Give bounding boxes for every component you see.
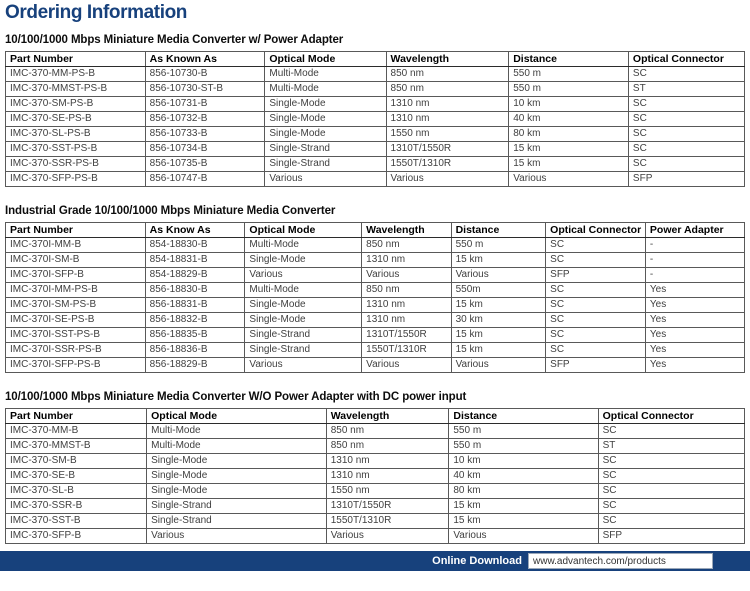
table-cell: IMC-370-SL-B [6, 484, 147, 499]
table-cell: - [645, 238, 744, 253]
table-row [6, 328, 745, 343]
column-header: As Known As [145, 52, 265, 67]
table-cell: Various [362, 268, 451, 283]
table-cell: Single-Mode [245, 298, 362, 313]
table-cell: 856-10730-B [145, 67, 265, 82]
table-row [6, 268, 745, 283]
table-cell: 1310 nm [362, 313, 451, 328]
column-header: Power Adapter [645, 223, 744, 238]
table-row [6, 67, 745, 82]
table-cell: Single-Strand [147, 514, 327, 529]
table-cell: 15 km [509, 142, 629, 157]
table-cell: SC [598, 499, 744, 514]
table-cell: Single-Mode [245, 253, 362, 268]
download-url-box[interactable] [528, 553, 713, 569]
column-header: Optical Connector [598, 409, 744, 424]
table-cell: 856-18832-B [145, 313, 245, 328]
table-cell: 1310 nm [362, 253, 451, 268]
table-cell: 856-10734-B [145, 142, 265, 157]
table-cell: 1550T/1310R [386, 157, 509, 172]
table-cell: Multi-Mode [245, 238, 362, 253]
table-cell: IMC-370-MM-B [6, 424, 147, 439]
header-row [6, 223, 745, 238]
column-header: Optical Connector [546, 223, 646, 238]
table-cell: 10 km [509, 97, 629, 112]
table-cell: Yes [645, 343, 744, 358]
page-title: Ordering Information [5, 2, 188, 23]
table-cell: 550 m [451, 238, 546, 253]
table-cell: IMC-370-MM-PS-B [6, 67, 146, 82]
table-cell: Multi-Mode [147, 439, 327, 454]
table-row [6, 424, 745, 439]
table-cell: Single-Mode [265, 97, 386, 112]
table-cell: Various [451, 268, 546, 283]
column-header: Optical Mode [147, 409, 327, 424]
table-cell: SC [628, 97, 744, 112]
table-cell: 850 nm [362, 283, 451, 298]
table-cell: 850 nm [362, 238, 451, 253]
table-cell: 15 km [451, 343, 546, 358]
table-cell: 80 km [509, 127, 629, 142]
table-cell: 856-18831-B [145, 298, 245, 313]
table-cell: SC [628, 142, 744, 157]
header-row [6, 409, 745, 424]
table-cell: 550 m [509, 67, 629, 82]
table-cell: Yes [645, 328, 744, 343]
table-cell: SC [546, 313, 646, 328]
table-cell: IMC-370I-MM-PS-B [6, 283, 146, 298]
table-cell: Single-Mode [265, 127, 386, 142]
table-row [6, 283, 745, 298]
table-cell: IMC-370-SFP-B [6, 529, 147, 544]
table-cell: SC [546, 283, 646, 298]
table-cell: Various [449, 529, 598, 544]
table-cell: Single-Strand [245, 328, 362, 343]
table-cell: 1550T/1310R [326, 514, 449, 529]
table-cell: 856-18829-B [145, 358, 245, 373]
table-cell: IMC-370I-MM-B [6, 238, 146, 253]
table-cell: 1310 nm [326, 469, 449, 484]
column-header: Wavelength [326, 409, 449, 424]
table-row [6, 97, 745, 112]
table-cell: SFP [546, 268, 646, 283]
table-cell: 10 km [449, 454, 598, 469]
table-cell: Various [245, 268, 362, 283]
table-cell: 15 km [509, 157, 629, 172]
table-row [6, 172, 745, 187]
table-cell: 550m [451, 283, 546, 298]
table-cell: SFP [546, 358, 646, 373]
table-cell: 1310T/1550R [386, 142, 509, 157]
table-cell: - [645, 268, 744, 283]
table-cell: Various [326, 529, 449, 544]
header-row [6, 52, 745, 67]
table-row [6, 82, 745, 97]
section-heading: 10/100/1000 Mbps Miniature Media Converter w/ Power Adapter [5, 34, 344, 46]
table-cell: SC [628, 67, 744, 82]
table-cell: 850 nm [326, 439, 449, 454]
table-cell: Various [245, 358, 362, 373]
table-cell: Yes [645, 358, 744, 373]
table-row [6, 484, 745, 499]
table-cell: IMC-370-SE-PS-B [6, 112, 146, 127]
table-row [6, 313, 745, 328]
table-cell: 1310 nm [386, 97, 509, 112]
table-cell: IMC-370-SST-B [6, 514, 147, 529]
table-cell: 856-10732-B [145, 112, 265, 127]
table-row [6, 529, 745, 544]
online-download-label: Online Download [432, 555, 522, 567]
download-url-link[interactable]: www.advantech.com/products [533, 555, 666, 567]
table-cell: Various [265, 172, 386, 187]
table-cell: 1310T/1550R [326, 499, 449, 514]
table-cell: Various [147, 529, 327, 544]
table-cell: IMC-370I-SSR-PS-B [6, 343, 146, 358]
table-cell: SC [546, 328, 646, 343]
table-cell: IMC-370-SST-PS-B [6, 142, 146, 157]
table-row [6, 439, 745, 454]
online-download-bar [0, 551, 750, 571]
table-cell: 850 nm [386, 82, 509, 97]
ordering-table [5, 222, 745, 373]
table-cell: IMC-370I-SE-PS-B [6, 313, 146, 328]
table-cell: IMC-370-MMST-B [6, 439, 147, 454]
column-header: Wavelength [362, 223, 451, 238]
table-row [6, 343, 745, 358]
column-header: Distance [449, 409, 598, 424]
table-cell: Multi-Mode [147, 424, 327, 439]
table-cell: IMC-370I-SFP-PS-B [6, 358, 146, 373]
table-cell: 1550 nm [386, 127, 509, 142]
table-cell: Single-Strand [245, 343, 362, 358]
column-header: Wavelength [386, 52, 509, 67]
table-cell: IMC-370-SM-PS-B [6, 97, 146, 112]
column-header: Optical Mode [245, 223, 362, 238]
table-cell: 80 km [449, 484, 598, 499]
table-cell: IMC-370-SM-B [6, 454, 147, 469]
table-cell: Single-Strand [147, 499, 327, 514]
table-cell: 854-18831-B [145, 253, 245, 268]
table-cell: SC [628, 127, 744, 142]
column-header: Part Number [6, 223, 146, 238]
ordering-table [5, 51, 745, 187]
section-heading: Industrial Grade 10/100/1000 Mbps Miniature Media Converter [5, 205, 336, 217]
table-cell: 856-18836-B [145, 343, 245, 358]
table-row [6, 127, 745, 142]
table-cell: ST [628, 82, 744, 97]
table-cell: Single-Mode [147, 454, 327, 469]
table-cell: Multi-Mode [265, 67, 386, 82]
table-cell: IMC-370I-SM-B [6, 253, 146, 268]
table-cell: Various [386, 172, 509, 187]
table-cell: Yes [645, 283, 744, 298]
table-cell: 40 km [509, 112, 629, 127]
table-cell: 856-10730-ST-B [145, 82, 265, 97]
table-cell: Single-Mode [147, 484, 327, 499]
table-cell: SC [598, 484, 744, 499]
table-cell: 1310T/1550R [362, 328, 451, 343]
table-cell: SC [628, 112, 744, 127]
column-header: Distance [509, 52, 629, 67]
table-cell: SC [546, 253, 646, 268]
table-cell: Yes [645, 313, 744, 328]
table-cell: IMC-370-SSR-B [6, 499, 147, 514]
table-cell: Yes [645, 298, 744, 313]
table-cell: Single-Mode [265, 112, 386, 127]
table-cell: IMC-370I-SM-PS-B [6, 298, 146, 313]
table-cell: 856-10747-B [145, 172, 265, 187]
table-cell: 856-18830-B [145, 283, 245, 298]
table-cell: Single-Mode [147, 469, 327, 484]
table-row [6, 358, 745, 373]
table-cell: SC [546, 298, 646, 313]
table-cell: Various [451, 358, 546, 373]
table-cell: Single-Strand [265, 142, 386, 157]
ordering-table [5, 408, 745, 544]
table-cell: 1310 nm [362, 298, 451, 313]
table-cell: IMC-370I-SFP-B [6, 268, 146, 283]
table-cell: IMC-370I-SST-PS-B [6, 328, 146, 343]
table-cell: Various [509, 172, 629, 187]
table-cell: SC [546, 238, 646, 253]
table-row [6, 298, 745, 313]
table-cell: - [645, 253, 744, 268]
table-cell: 850 nm [386, 67, 509, 82]
table-cell: SFP [628, 172, 744, 187]
table-cell: SC [546, 343, 646, 358]
section-heading: 10/100/1000 Mbps Miniature Media Converter W/O Power Adapter with DC power input [5, 391, 467, 403]
table-row [6, 142, 745, 157]
sections-container [5, 34, 745, 544]
column-header: Optical Connector [628, 52, 744, 67]
table-cell: IMC-370-SL-PS-B [6, 127, 146, 142]
table-cell: SFP [598, 529, 744, 544]
table-row [6, 253, 745, 268]
table-cell: Single-Strand [265, 157, 386, 172]
table-cell: 856-10731-B [145, 97, 265, 112]
table-cell: ST [598, 439, 744, 454]
table-cell: SC [598, 514, 744, 529]
table-row [6, 238, 745, 253]
table-cell: 15 km [451, 328, 546, 343]
table-row [6, 469, 745, 484]
table-cell: Single-Mode [245, 313, 362, 328]
table-cell: SC [598, 454, 744, 469]
table-cell: IMC-370-SSR-PS-B [6, 157, 146, 172]
column-header: Distance [451, 223, 546, 238]
table-cell: 854-18829-B [145, 268, 245, 283]
column-header: Part Number [6, 52, 146, 67]
table-cell: 1310 nm [386, 112, 509, 127]
table-cell: 1550T/1310R [362, 343, 451, 358]
column-header: As Know As [145, 223, 245, 238]
table-cell: 856-10733-B [145, 127, 265, 142]
table-cell: 856-18835-B [145, 328, 245, 343]
table-cell: 15 km [449, 499, 598, 514]
table-cell: 15 km [451, 253, 546, 268]
table-cell: IMC-370-MMST-PS-B [6, 82, 146, 97]
table-cell: 15 km [451, 298, 546, 313]
table-cell: Multi-Mode [245, 283, 362, 298]
table-cell: 856-10735-B [145, 157, 265, 172]
table-cell: 854-18830-B [145, 238, 245, 253]
table-cell: 1550 nm [326, 484, 449, 499]
table-cell: 550 m [449, 439, 598, 454]
table-row [6, 112, 745, 127]
table-cell: 1310 nm [326, 454, 449, 469]
column-header: Optical Mode [265, 52, 386, 67]
table-cell: SC [628, 157, 744, 172]
table-cell: 15 km [449, 514, 598, 529]
table-cell: Various [362, 358, 451, 373]
table-cell: 30 km [451, 313, 546, 328]
table-row [6, 514, 745, 529]
table-cell: SC [598, 469, 744, 484]
table-row [6, 157, 745, 172]
table-cell: 40 km [449, 469, 598, 484]
table-cell: IMC-370-SFP-PS-B [6, 172, 146, 187]
table-cell: SC [598, 424, 744, 439]
table-cell: 850 nm [326, 424, 449, 439]
table-row [6, 499, 745, 514]
column-header: Part Number [6, 409, 147, 424]
table-cell: IMC-370-SE-B [6, 469, 147, 484]
table-cell: 550 m [449, 424, 598, 439]
table-cell: Multi-Mode [265, 82, 386, 97]
table-row [6, 454, 745, 469]
table-cell: 550 m [509, 82, 629, 97]
